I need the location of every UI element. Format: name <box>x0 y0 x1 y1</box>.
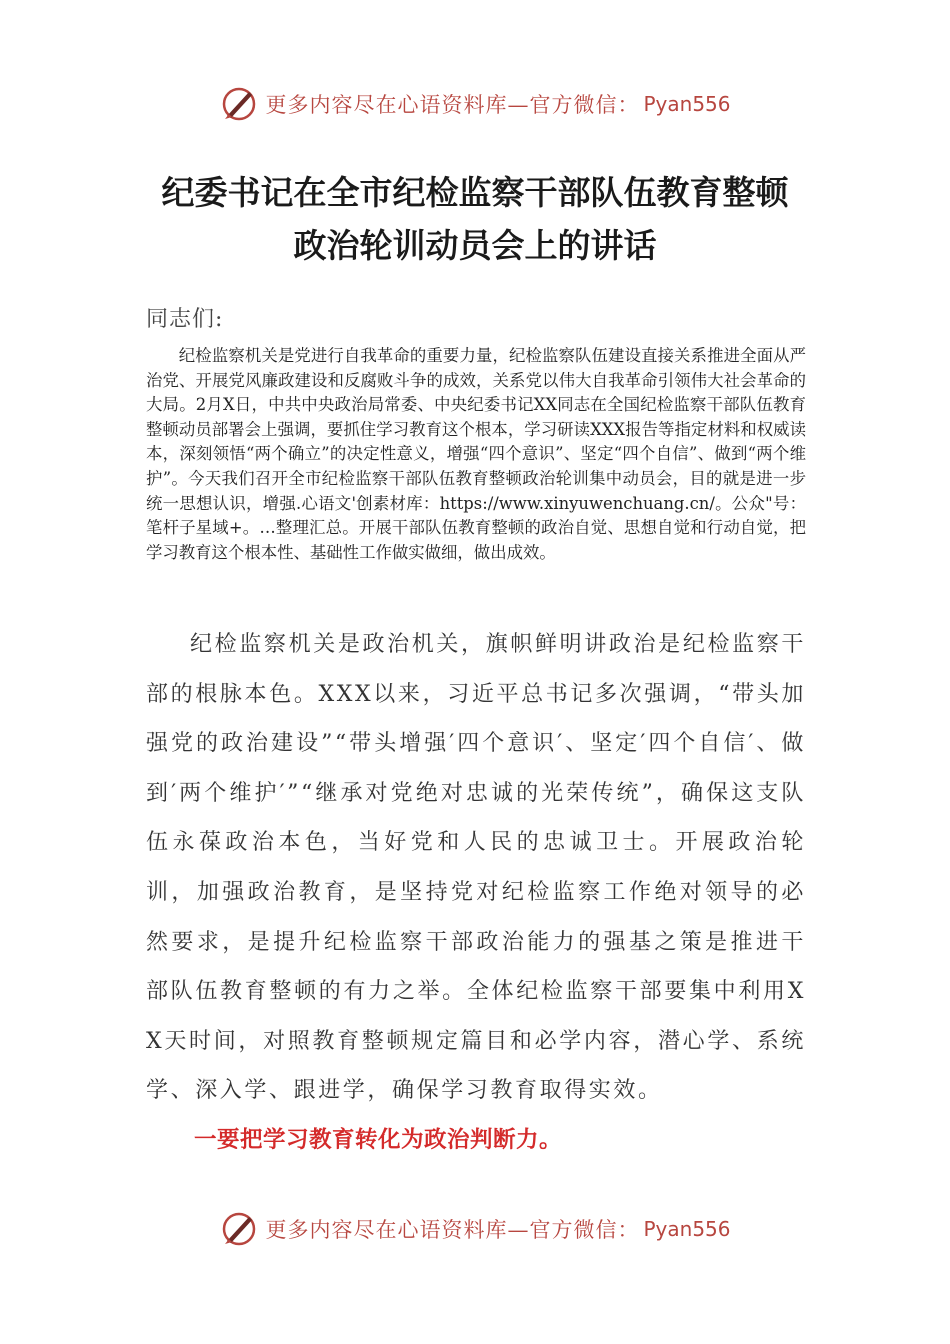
section-heading-1: 一要把学习教育转化为政治判断力。 <box>194 1127 563 1153</box>
watermark-text: 更多内容尽在心语资料库—官方微信： <box>265 1218 640 1242</box>
salutation: 同志们: <box>146 307 224 332</box>
paragraph-intro: 纪检监察机关是党进行自我革命的重要力量，纪检监察队伍建设直接关系推进全面从严治党、开展党风廉政建设和反腐败斗争的成效，关系党以伟大自我革命引领伟大社会革命的大局。2月X日，中共中央政治局常委、中央纪委书记XX同志在全国纪检监察干部队伍教育整顿动员部署会上强调，要抓住学习教育这个根本，学习研读XXX报告等指定材料和权威读本，深刻领悟“两个确立”的决定性意义，增强“四个意识”、坚定“四个自信”、做到“两个维护”。今天我们召开全市纪检监察干部队伍教育整顿政治轮训集中动员会，目的就是进一步统一思想认识，增强.心语文'创素材库：https://www.xinyuwenchuang.cn/。公众"号：笔杆子星域+。…整理汇总。开展干部队伍教育整顿的政治自觉、思想自觉和行动自觉，把学习教育这个根本性、基础性工作做实做细，做出成效。 <box>146 346 806 562</box>
watermark-banner-bottom <box>0 1205 950 1253</box>
quill-logo-icon <box>219 1209 259 1249</box>
quill-logo-icon <box>219 84 259 124</box>
watermark-account: Pyan556 <box>643 1217 731 1241</box>
watermark-text: 更多内容尽在心语资料库—官方微信： <box>265 93 640 117</box>
document-title <box>100 166 850 272</box>
paragraph-political-organ: 纪检监察机关是政治机关，旗帜鲜明讲政治是纪检监察干部的根脉本色。XXX以来，习近平总书记多次强调，“带头加强党的政治建设”“带头增强′四个意识′、坚定′四个自信′、做到′两个维护′”“继承对党绝对忠诚的光荣传统”，确保这支队伍永葆政治本色，当好党和人民的忠诚卫士。开展政治轮训，加强政治教育，是坚持党对纪检监察工作绝对领导的必然要求，是提升纪检监察干部政治能力的强基之策是推进干部队伍教育整顿的有力之举。全体纪检监察干部要集中利用XX天时间，对照教育整顿规定篇目和必学内容，潜心学、系统学、深入学、跟进学，确保学习教育取得实效。 <box>146 632 806 1104</box>
watermark-banner-top <box>0 80 950 128</box>
title-line-2: 政治轮训动员会上的讲话 <box>293 226 657 265</box>
title-line-1: 纪委书记在全市纪检监察干部队伍教育整顿 <box>161 173 789 212</box>
watermark-account: Pyan556 <box>643 92 731 116</box>
